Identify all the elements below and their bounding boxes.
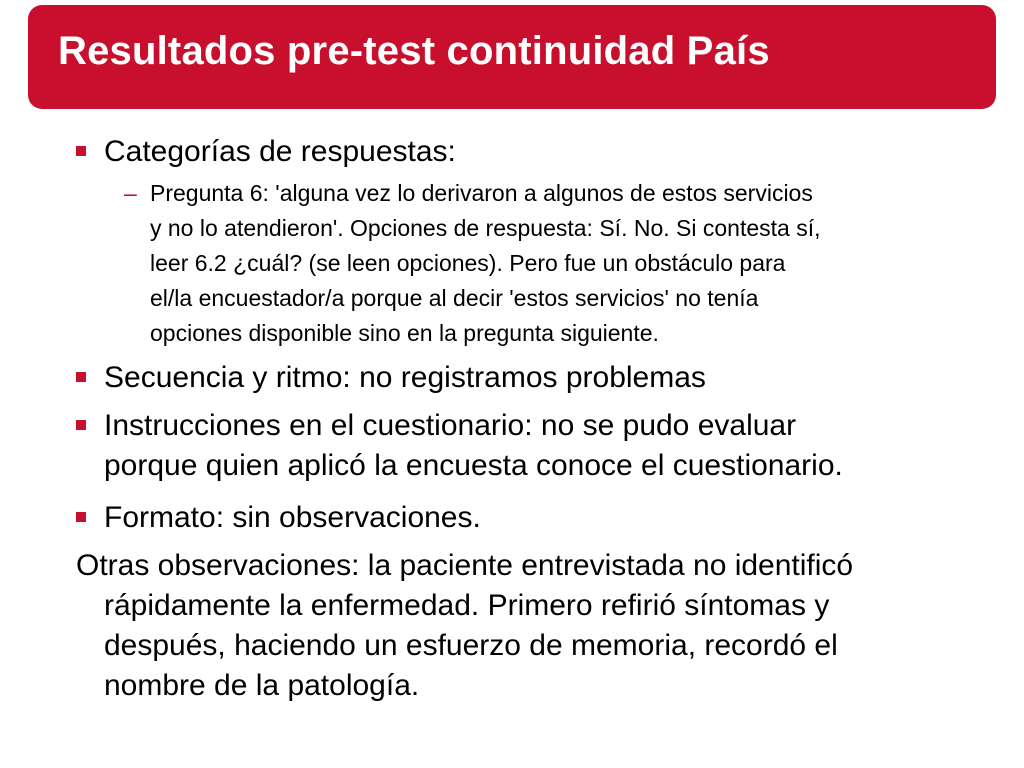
bullet-text: Categorías de respuestas: bbox=[104, 135, 456, 168]
observations-line: después, haciendo un esfuerzo de memoria, recordó el bbox=[104, 629, 838, 662]
sub-bullet-line: Pregunta 6: 'alguna vez lo derivaron a algunos de estos servicios bbox=[150, 180, 813, 206]
sub-bullet-line: opciones disponible sino en la pregunta siguiente. bbox=[150, 320, 659, 346]
square-bullet-icon bbox=[76, 420, 86, 430]
sub-bullet-line: y no lo atendieron'. Opciones de respuesta: Sí. No. Si contesta sí, bbox=[150, 215, 821, 241]
square-bullet-icon bbox=[76, 146, 86, 156]
observations-line: rápidamente la enfermedad. Primero refirió síntomas y bbox=[104, 589, 830, 622]
observations-line: Otras observaciones: la paciente entrevistada no identificó bbox=[76, 549, 854, 582]
dash-bullet-icon: – bbox=[124, 180, 137, 206]
sub-bullet-line: leer 6.2 ¿cuál? (se leen opciones). Pero fue un obstáculo para bbox=[150, 250, 786, 276]
bullet-text: Instrucciones en el cuestionario: no se pudo evaluar bbox=[104, 409, 797, 442]
title-bar bbox=[28, 5, 996, 109]
observations-line: nombre de la patología. bbox=[104, 669, 420, 702]
square-bullet-icon bbox=[76, 512, 86, 522]
bullet-text: Formato: sin observaciones. bbox=[104, 501, 481, 534]
sub-bullet-line: el/la encuestador/a porque al decir 'estos servicios' no tenía bbox=[150, 285, 759, 311]
observations-paragraph bbox=[76, 546, 853, 706]
slide-title: Resultados pre-test continuidad País bbox=[58, 29, 770, 73]
bullet-text: Secuencia y ritmo: no registramos problemas bbox=[104, 361, 706, 394]
square-bullet-icon bbox=[76, 372, 86, 382]
bullet-text: porque quien aplicó la encuesta conoce el cuestionario. bbox=[104, 449, 843, 482]
